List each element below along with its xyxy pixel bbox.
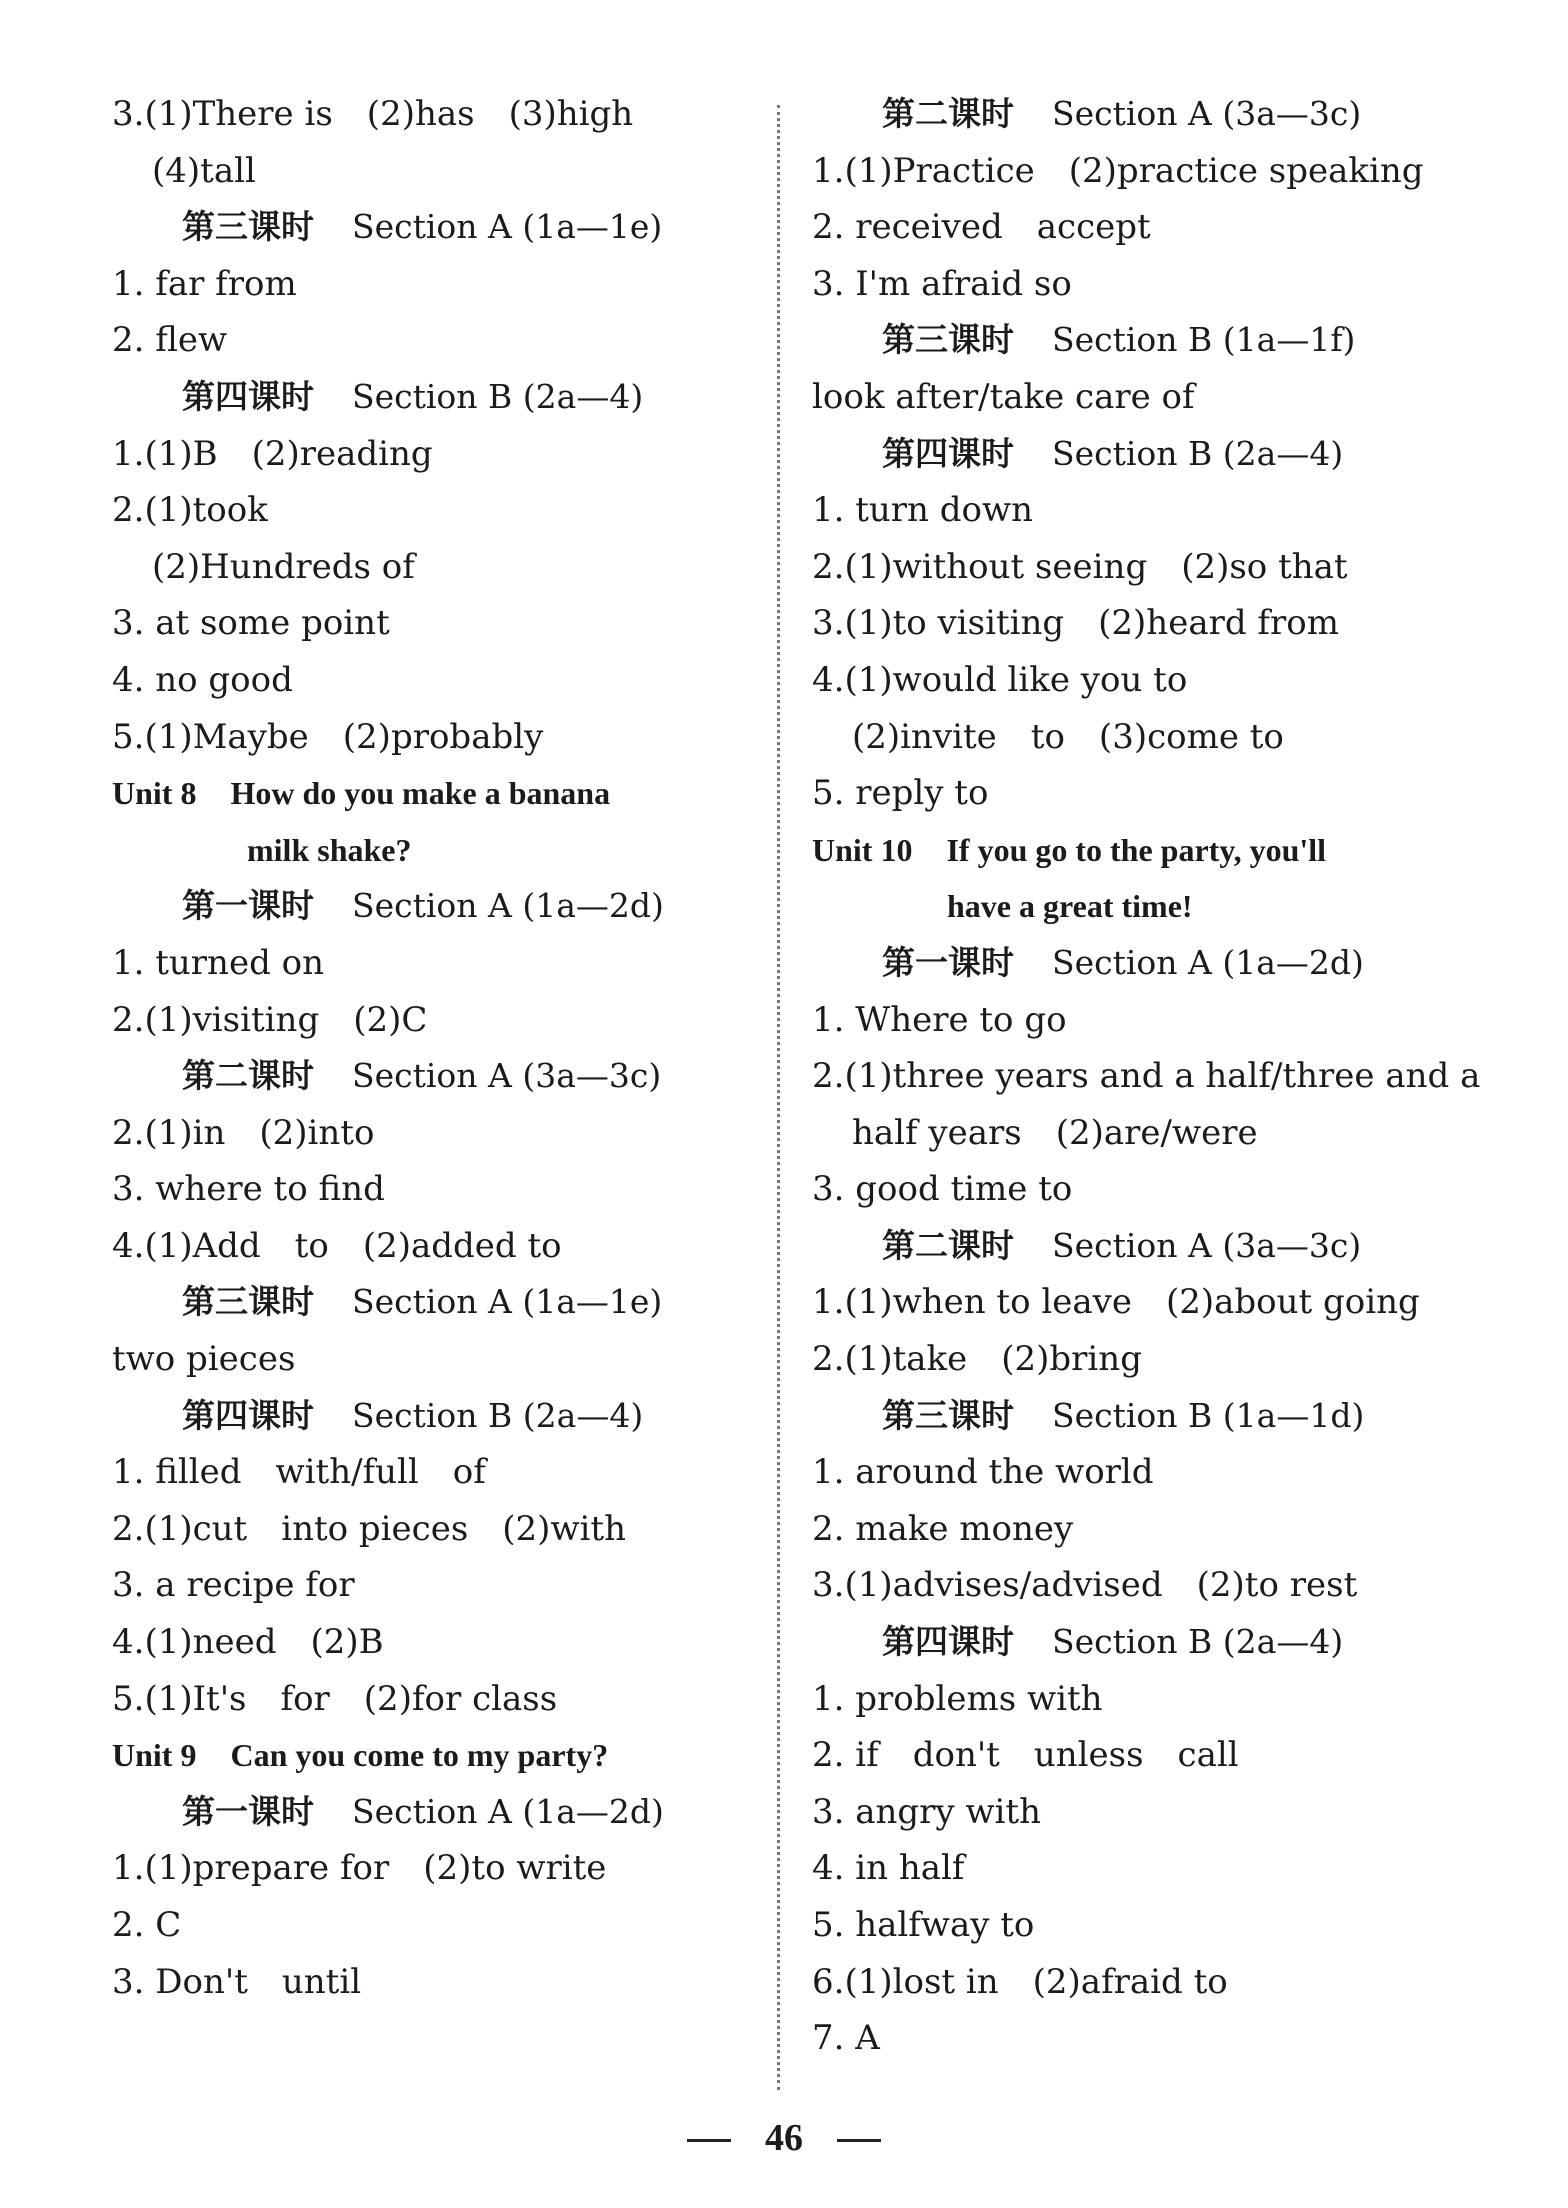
footer-dash-left xyxy=(687,2139,731,2142)
lesson-section: Section B (1a—1d) xyxy=(1052,1395,1365,1435)
answer-line: 7. A xyxy=(812,2018,880,2059)
lesson-title-cn: 第四课时 xyxy=(882,433,1014,473)
lesson-heading xyxy=(112,199,752,256)
lesson-title-cn: 第三课时 xyxy=(182,1282,314,1322)
answer-line: 1. Where to go xyxy=(812,999,1067,1040)
answer-line: 2. make money xyxy=(812,1508,1074,1549)
lesson-section: Section A (3a—3c) xyxy=(352,1056,662,1096)
lesson-section: Section B (1a—1f) xyxy=(1052,320,1356,360)
lesson-section: Section B (2a—4) xyxy=(1052,1622,1344,1662)
lesson-heading xyxy=(812,1218,1512,1275)
answer-line: 2.(1)without seeing (2)so that xyxy=(812,546,1348,587)
answer-line: 3.(1)There is (2)has (3)high xyxy=(112,94,634,134)
answer-line: look after/take care of xyxy=(812,376,1195,417)
unit-number: Unit 8 xyxy=(112,775,197,812)
answer-line: 4.(1)Add to (2)added to xyxy=(112,1225,562,1266)
answer-line: 3. a recipe for xyxy=(112,1565,355,1606)
footer-dash-right xyxy=(837,2139,881,2142)
lesson-heading xyxy=(812,935,1512,992)
lesson-heading xyxy=(812,312,1512,369)
answer-line: 1. turn down xyxy=(812,490,1033,531)
answer-line: 1.(1)Practice (2)practice speaking xyxy=(812,150,1424,191)
unit-title-continued: milk shake? xyxy=(247,831,412,868)
lesson-heading xyxy=(812,86,1512,143)
lesson-section: Section A (1a—2d) xyxy=(352,1791,664,1831)
answer-line-continued: (4)tall xyxy=(152,150,256,191)
answer-line: 1.(1)when to leave (2)about going xyxy=(812,1282,1420,1323)
answer-line: 3. good time to xyxy=(812,1169,1073,1210)
lesson-title-cn: 第四课时 xyxy=(882,1622,1014,1662)
right-column xyxy=(812,86,1512,2067)
lesson-title-cn: 第二课时 xyxy=(882,94,1014,133)
answer-line: 2.(1)in (2)into xyxy=(112,1112,375,1153)
answer-line: 5.(1)It's for (2)for class xyxy=(112,1678,558,1719)
unit-heading xyxy=(112,765,752,822)
unit-title: Can you come to my party? xyxy=(230,1737,609,1774)
answer-line: 2. flew xyxy=(112,320,228,361)
lesson-section: Section A (1a—1e) xyxy=(352,1282,663,1322)
answer-line: 1. problems with xyxy=(812,1678,1103,1719)
answer-line: 5. reply to xyxy=(812,773,989,814)
answer-line: 3.(1)to visiting (2)heard from xyxy=(812,603,1339,644)
lesson-title-cn: 第三课时 xyxy=(882,1395,1014,1435)
answer-line-continued: half years (2)are/were xyxy=(852,1112,1258,1153)
lesson-heading xyxy=(812,1614,1512,1671)
answer-line: 1. around the world xyxy=(812,1452,1154,1493)
answer-line: 2.(1)visiting (2)C xyxy=(112,999,428,1040)
answer-line: 6.(1)lost in (2)afraid to xyxy=(812,1961,1228,2002)
answer-line: 4. no good xyxy=(112,659,293,700)
lesson-heading xyxy=(112,1274,752,1331)
answer-line: 3. I'm afraid so xyxy=(812,263,1072,304)
lesson-heading xyxy=(112,1388,752,1445)
answer-line: 3. at some point xyxy=(112,603,390,644)
answer-line: 2. if don't unless call xyxy=(812,1735,1239,1776)
answer-line: 5. halfway to xyxy=(812,1905,1035,1945)
lesson-heading xyxy=(112,878,752,935)
answer-line-continued: (2)invite to (3)come to xyxy=(852,716,1284,757)
lesson-title-cn: 第四课时 xyxy=(182,1395,314,1435)
lesson-heading xyxy=(112,1784,752,1841)
column-divider xyxy=(777,105,780,2090)
unit-heading xyxy=(812,822,1512,879)
lesson-heading xyxy=(112,1048,752,1105)
lesson-section: Section B (2a—4) xyxy=(352,1395,644,1435)
answer-line: 2.(1)three years and a half/three and a xyxy=(812,1056,1481,1097)
answer-line: 3. Don't until xyxy=(112,1961,362,2002)
answer-line: 4.(1)would like you to xyxy=(812,659,1188,700)
lesson-title-cn: 第一课时 xyxy=(182,886,314,926)
page-number: 46 xyxy=(765,2117,803,2159)
lesson-heading xyxy=(812,426,1512,483)
left-column xyxy=(112,86,752,2010)
lesson-section: Section B (2a—4) xyxy=(1052,433,1344,473)
answer-line: 1. filled with/full of xyxy=(112,1452,486,1493)
answer-line: 1.(1)prepare for (2)to write xyxy=(112,1848,607,1889)
lesson-title-cn: 第三课时 xyxy=(182,207,314,247)
answer-line: 2.(1)take (2)bring xyxy=(812,1339,1142,1380)
lesson-title-cn: 第二课时 xyxy=(182,1056,314,1096)
lesson-section: Section A (3a—3c) xyxy=(1052,1225,1362,1265)
lesson-section: Section A (1a—2d) xyxy=(352,886,664,926)
lesson-section: Section B (2a—4) xyxy=(352,376,644,416)
lesson-title-cn: 第四课时 xyxy=(182,376,314,416)
answer-line: 1. turned on xyxy=(112,942,325,983)
answer-line: 3. where to find xyxy=(112,1169,385,1210)
unit-number: Unit 10 xyxy=(812,831,913,868)
lesson-section: Section A (1a—1e) xyxy=(352,207,663,247)
lesson-title-cn: 第一课时 xyxy=(882,942,1014,982)
answer-line: 1. far from xyxy=(112,263,297,304)
lesson-title-cn: 第二课时 xyxy=(882,1225,1014,1265)
lesson-section: Section A (3a—3c) xyxy=(1052,94,1362,133)
unit-title: If you go to the party, you'll xyxy=(946,831,1327,868)
answer-line: 4.(1)need (2)B xyxy=(112,1622,384,1663)
answer-line: 2. received accept xyxy=(812,207,1151,248)
answer-line: 1.(1)B (2)reading xyxy=(112,433,433,474)
lesson-heading xyxy=(112,369,752,426)
unit-title-continued: have a great time! xyxy=(947,888,1193,925)
answer-line: 3. angry with xyxy=(812,1791,1041,1832)
lesson-title-cn: 第三课时 xyxy=(882,320,1014,360)
answer-line: 2. C xyxy=(112,1905,182,1945)
lesson-section: Section A (1a—2d) xyxy=(1052,942,1364,982)
answer-line: 4. in half xyxy=(812,1848,965,1889)
answer-line: 3.(1)advises/advised (2)to rest xyxy=(812,1565,1358,1606)
answer-line: 5.(1)Maybe (2)probably xyxy=(112,716,544,757)
unit-title: How do you make a banana xyxy=(230,775,611,812)
unit-number: Unit 9 xyxy=(112,1737,197,1774)
unit-heading xyxy=(112,1727,752,1784)
answer-line: 2.(1)cut into pieces (2)with xyxy=(112,1508,626,1549)
page-footer xyxy=(0,2115,1568,2160)
lesson-title-cn: 第一课时 xyxy=(182,1791,314,1831)
answer-line: 2.(1)took xyxy=(112,490,268,531)
answer-line: two pieces xyxy=(112,1339,296,1380)
answer-line-continued: (2)Hundreds of xyxy=(152,546,415,587)
lesson-heading xyxy=(812,1388,1512,1445)
